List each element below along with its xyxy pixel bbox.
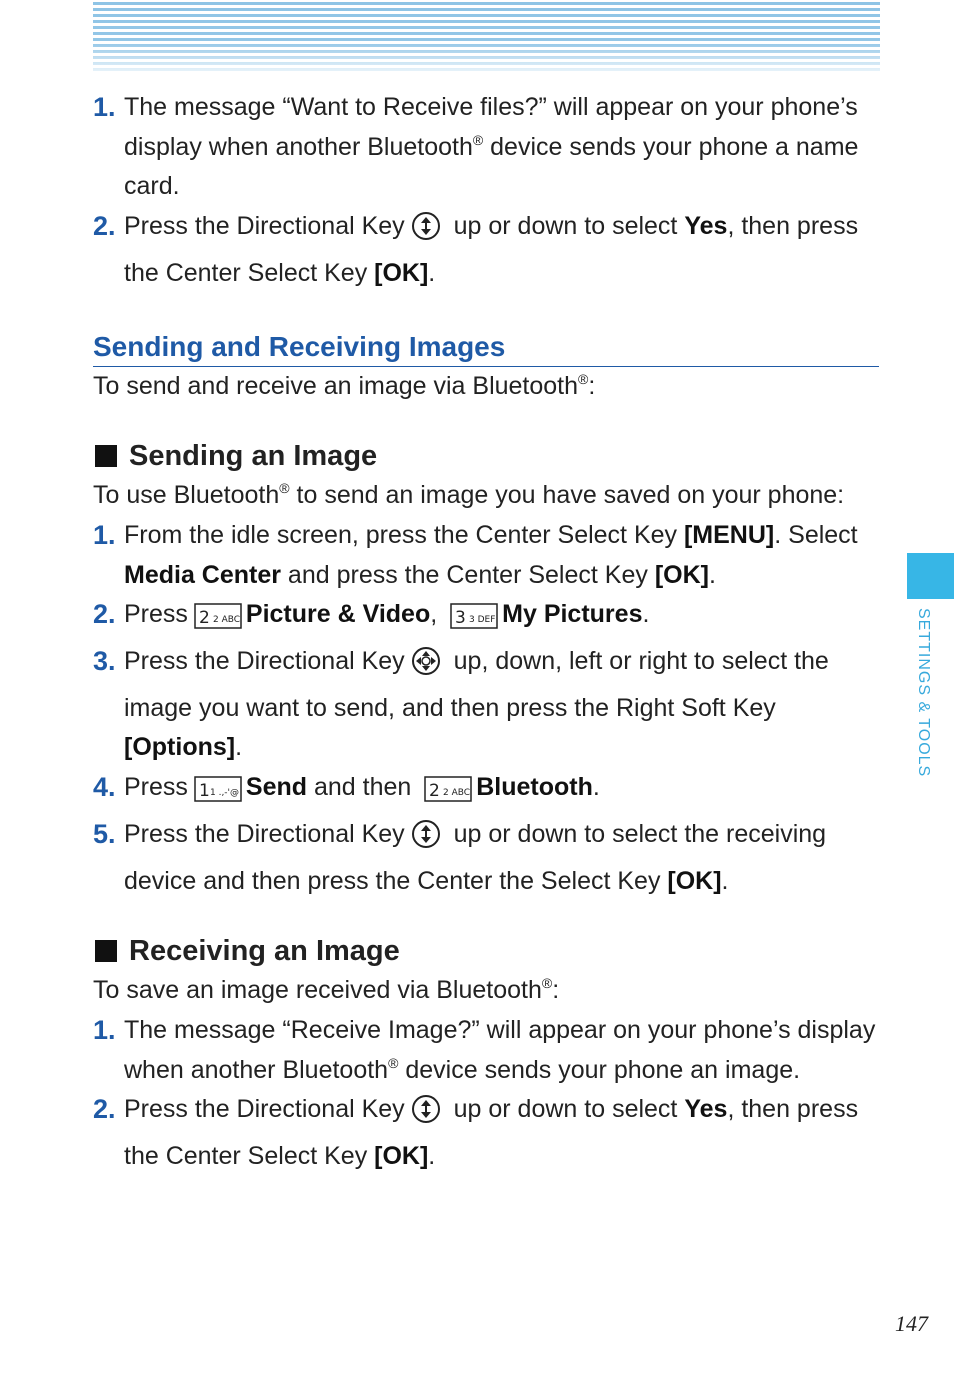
square-bullet-icon bbox=[95, 940, 117, 962]
step-text: . bbox=[592, 773, 600, 802]
step-text: The message “Want to Receive files?” will appear on your phone’s display when another Bluetooth bbox=[124, 93, 858, 161]
directional-key-4way-icon bbox=[411, 646, 441, 689]
intro-text: : bbox=[588, 371, 596, 400]
step-emphasis: [Options] bbox=[124, 733, 236, 762]
step-emphasis: [OK] bbox=[654, 560, 709, 589]
step-number: 2. bbox=[93, 211, 116, 242]
keypad-2-icon bbox=[194, 602, 242, 642]
directional-key-updown-icon bbox=[411, 819, 441, 862]
step-text: . bbox=[642, 600, 650, 629]
step-emphasis: Bluetooth bbox=[476, 773, 593, 802]
step-emphasis: Media Center bbox=[124, 560, 281, 589]
registered-mark: ® bbox=[578, 370, 589, 387]
step-emphasis: Picture & Video bbox=[245, 600, 431, 629]
step-text: and press the Center Select Key bbox=[280, 560, 655, 589]
step-text: . bbox=[721, 866, 729, 895]
registered-mark: ® bbox=[388, 1054, 399, 1071]
step-text: up or down to select bbox=[446, 1095, 685, 1124]
step-number: 2. bbox=[93, 1094, 116, 1125]
intro-text: To send and receive an image via Bluetooth bbox=[93, 371, 579, 400]
step-emphasis: [OK] bbox=[374, 258, 429, 287]
step-text: . bbox=[428, 258, 436, 287]
receiving-steps bbox=[93, 1011, 879, 1177]
keypad-1-icon bbox=[194, 775, 242, 815]
step-item bbox=[93, 1011, 879, 1090]
section-tab bbox=[907, 553, 954, 599]
step-item bbox=[93, 595, 879, 642]
subsection-heading bbox=[93, 931, 879, 971]
step-item bbox=[93, 768, 879, 815]
step-text: The message “Receive Image?” will appear on your phone’s display when another Bluetooth bbox=[124, 1015, 876, 1084]
intro-text: To save an image received via Bluetooth bbox=[93, 976, 542, 1005]
header-decoration bbox=[93, 2, 880, 74]
subsection-heading-text: Sending an Image bbox=[129, 440, 378, 473]
step-text: Press the Directional Key bbox=[124, 647, 405, 676]
registered-mark: ® bbox=[541, 975, 553, 992]
step-emphasis: Send bbox=[245, 773, 308, 802]
step-text: device sends your phone a name card. bbox=[124, 132, 859, 201]
step-text: , then press the Center Select Key bbox=[124, 1095, 859, 1171]
directional-key-updown-icon bbox=[411, 211, 441, 254]
svg-text:1: 1 bbox=[198, 781, 210, 802]
step-emphasis: Yes bbox=[684, 212, 728, 241]
step-text: device sends your phone an image. bbox=[398, 1055, 801, 1084]
svg-text:3 DEF: 3 DEF bbox=[469, 615, 496, 626]
step-item bbox=[93, 815, 879, 901]
svg-text:1 .,-'@: 1 .,-'@ bbox=[209, 788, 239, 799]
step-number: 1. bbox=[93, 519, 116, 550]
step-emphasis: Yes bbox=[684, 1095, 728, 1124]
step-text: Press the Directional Key bbox=[124, 1095, 405, 1124]
step-text: . bbox=[708, 560, 716, 589]
page-number: 147 bbox=[895, 1311, 928, 1336]
intro-text: To use Bluetooth bbox=[93, 481, 280, 510]
section-tab-label: SETTINGS & TOOLS bbox=[915, 608, 932, 778]
intro-text: to send an image you have saved on your phone: bbox=[289, 481, 845, 510]
step-text: . Select bbox=[774, 520, 858, 549]
step-text: Press bbox=[124, 773, 188, 802]
step-item bbox=[93, 207, 879, 293]
keypad-2-icon bbox=[424, 775, 472, 815]
page-content bbox=[93, 88, 879, 1177]
step-text: up or down to select the receiving device and then press the Center the Select Key bbox=[124, 819, 827, 895]
step-text: and then bbox=[307, 773, 419, 802]
step-text: From the idle screen, press the Center Select Key bbox=[124, 520, 684, 549]
svg-text:2: 2 bbox=[429, 781, 441, 802]
svg-text:3: 3 bbox=[455, 608, 466, 629]
step-number: 5. bbox=[93, 818, 116, 849]
step-emphasis: [MENU] bbox=[683, 520, 775, 549]
step-text: , then press the Center Select Key bbox=[124, 212, 859, 287]
step-text: up or down to select bbox=[446, 212, 685, 241]
subsection-heading bbox=[93, 436, 879, 476]
step-text: . bbox=[235, 733, 243, 762]
step-emphasis: [OK] bbox=[374, 1142, 429, 1171]
section-title: Sending and Receiving Images bbox=[93, 330, 879, 367]
svg-text:2: 2 bbox=[198, 608, 210, 629]
step-text: . bbox=[428, 1142, 436, 1171]
step-item bbox=[93, 88, 879, 207]
intro-text: : bbox=[552, 976, 560, 1005]
step-text: , bbox=[430, 600, 445, 629]
step-number: 1. bbox=[93, 1014, 116, 1045]
step-number: 4. bbox=[93, 772, 116, 803]
step-text: Press the Directional Key bbox=[124, 212, 405, 241]
section-intro bbox=[93, 367, 879, 407]
step-text: Press bbox=[124, 600, 188, 629]
svg-text:2 ABC: 2 ABC bbox=[212, 615, 240, 626]
registered-mark: ® bbox=[279, 480, 290, 497]
step-text: Press the Directional Key bbox=[124, 819, 405, 848]
sending-steps bbox=[93, 516, 879, 901]
step-emphasis: My Pictures bbox=[502, 600, 643, 629]
subsection-heading-text: Receiving an Image bbox=[129, 935, 400, 968]
step-item bbox=[93, 516, 879, 595]
registered-mark: ® bbox=[472, 131, 484, 148]
step-emphasis: [OK] bbox=[667, 866, 722, 895]
subsection-intro bbox=[93, 971, 879, 1011]
step-number: 2. bbox=[93, 599, 116, 630]
step-number: 1. bbox=[93, 92, 116, 122]
step-item bbox=[93, 642, 879, 768]
svg-text:2 ABC: 2 ABC bbox=[443, 788, 471, 799]
keypad-3-icon bbox=[450, 602, 498, 642]
step-text: up, down, left or right to select the image you want to send, and then press the Right Soft Key bbox=[124, 647, 829, 722]
name-card-steps bbox=[93, 88, 879, 294]
square-bullet-icon bbox=[95, 445, 117, 467]
subsection-intro bbox=[93, 476, 879, 516]
directional-key-updown-icon bbox=[411, 1094, 441, 1137]
step-item bbox=[93, 1090, 879, 1176]
step-number: 3. bbox=[93, 646, 116, 677]
